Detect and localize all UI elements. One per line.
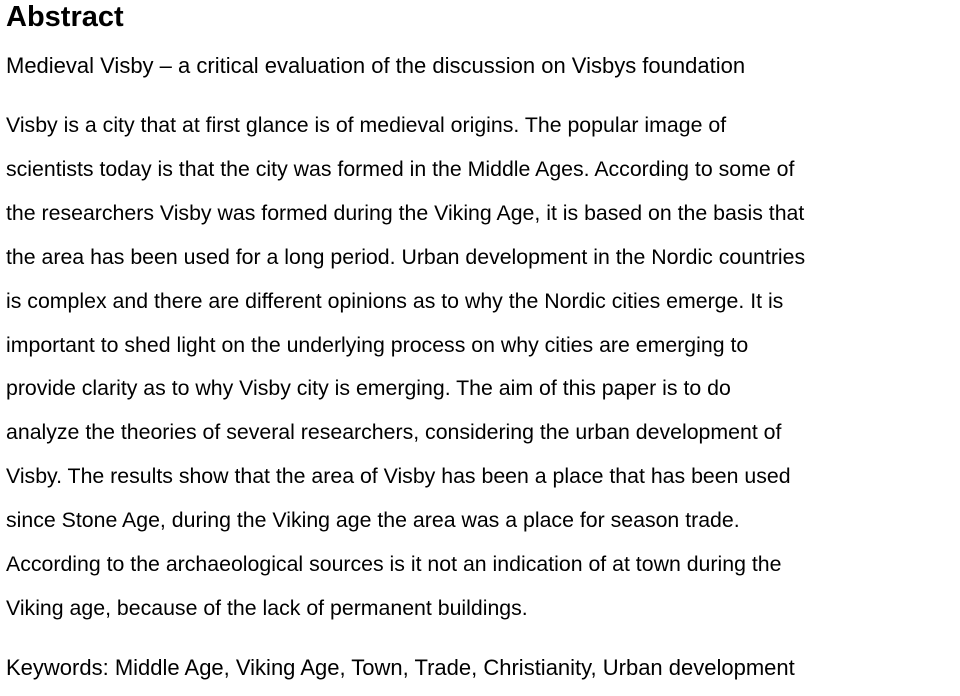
abstract-line: According to the archaeological sources is it not an indication of at town during the xyxy=(6,552,782,577)
abstract-line: the researchers Visby was formed during the Viking Age, it is based on the basis that xyxy=(6,200,805,225)
keywords-line: Keywords: Middle Age, Viking Age, Town, Trade, Christianity, Urban development xyxy=(6,654,795,680)
abstract-line: provide clarity as to why Visby city is emerging. The aim of this paper is to do xyxy=(6,376,731,401)
abstract-line: the area has been used for a long period. Urban development in the Nordic countries xyxy=(6,244,806,269)
document-page xyxy=(6,0,958,681)
abstract-line: Viking age, because of the lack of permanent buildings. xyxy=(6,595,528,620)
paper-title: Medieval Visby – a critical evaluation of the discussion on Visbys foundation xyxy=(6,53,746,78)
abstract-line: Visby. The results show that the area of Visby has been a place that has been used xyxy=(6,464,791,489)
abstract-line: Visby is a city that at first glance is of medieval origins. The popular image of xyxy=(6,113,727,137)
abstract-line: since Stone Age, during the Viking age the area was a place for season trade. xyxy=(6,508,740,533)
abstract-line: analyze the theories of several researchers, considering the urban development of xyxy=(6,420,782,445)
abstract-body xyxy=(6,104,958,631)
abstract-line: is complex and there are different opinions as to why the Nordic cities emerge. It is xyxy=(6,288,784,313)
abstract-heading: Abstract xyxy=(6,1,124,33)
abstract-line: important to shed light on the underlying process on why cities are emerging to xyxy=(6,332,749,357)
abstract-line: scientists today is that the city was formed in the Middle Ages. According to some of xyxy=(6,156,795,181)
